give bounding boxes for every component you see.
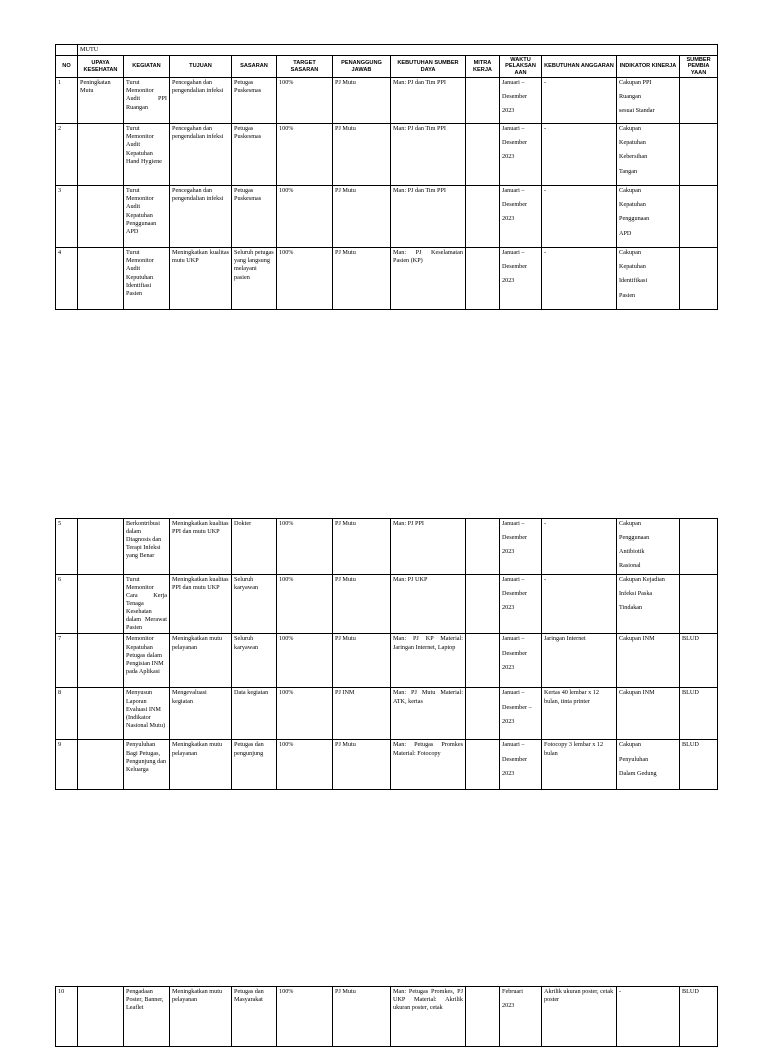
cell-sasaran: Data kegiatan [232,688,277,740]
cell-sumber: Man: PJ Keselamatan Pasien (KP) [391,248,466,310]
cell-tujuan: Pencegahan dan pengendalian infeksi [170,124,232,186]
cell-sumber: Man: PJ UKP [391,575,466,634]
cell-pj: PJ Mutu [333,124,391,186]
cell-no: 5 [56,519,78,575]
cell-mitra [466,634,500,688]
cell-waktu: Januari – Desember 2023 [500,78,542,124]
header-row [56,56,718,78]
cell-pembiayaan: BLUD [680,740,718,790]
cell-pembiayaan [680,124,718,186]
col-pj: PENANGGUNG JAWAB [333,56,391,78]
cell-pembiayaan [680,575,718,634]
cell-anggaran: Jaringan Internet [542,634,617,688]
cell-mitra [466,78,500,124]
cell-tujuan: Meningkatkan kualitas PPI dan mutu UKP [170,575,232,634]
cell-target: 100% [277,987,333,1047]
cell-mitra [466,740,500,790]
cell-indikator: Cakupan Kepatuhan Identifikasi Pasien [617,248,680,310]
cell-kegiatan: Menyusun Laporan Evaluasi INM (Indikator Nasional Mutu) [124,688,170,740]
cell-pembiayaan [680,248,718,310]
cell-anggaran: - [542,78,617,124]
col-mitra: MITRA KERJA [466,56,500,78]
cell-pembiayaan: BLUD [680,987,718,1047]
cell-anggaran: - [542,248,617,310]
cell-no: 10 [56,987,78,1047]
cell-no: 8 [56,688,78,740]
cell-sasaran: Petugas Puskesmas [232,78,277,124]
table-row [56,519,718,575]
cell-sasaran: Petugas Puskesmas [232,124,277,186]
cell-kegiatan: Turut Memonitor Audit Kepatuhan Penggunaan APD [124,186,170,248]
header-top-cell: MUTU [78,45,718,56]
col-kegiatan: KEGIATAN [124,56,170,78]
cell-pembiayaan [680,78,718,124]
work-plan-table-page-1 [55,44,718,310]
cell-no: 4 [56,248,78,310]
cell-sumber: Man: PJ dan Tim PPI [391,78,466,124]
col-pembiayaan: SUMBER PEMBIA YAAN [680,56,718,78]
cell-kegiatan: Turut Memonitor Audit Keputuhan Identifiasi Pasien [124,248,170,310]
cell-target: 100% [277,634,333,688]
cell-sasaran: Seluruh karyawan [232,634,277,688]
cell-tujuan: Meningkatkan mutu pelayanan [170,634,232,688]
cell-upaya [78,124,124,186]
cell-target: 100% [277,248,333,310]
cell-pembiayaan [680,186,718,248]
table-row [56,248,718,310]
table-row [56,987,718,1047]
table-row [56,186,718,248]
cell-upaya [78,688,124,740]
cell-kegiatan: Turut Memonitor Audit PPI Ruangan [124,78,170,124]
cell-tujuan: Pencegahan dan pengendalian infeksi [170,186,232,248]
cell-pj: PJ Mutu [333,519,391,575]
cell-pj: PJ INM [333,688,391,740]
cell-sasaran: Dokter [232,519,277,575]
cell-mitra [466,124,500,186]
cell-pembiayaan: BLUD [680,688,718,740]
col-sasaran: SASARAN [232,56,277,78]
work-plan-table-page-2 [55,518,718,790]
cell-indikator: Cakupan Kepatuhan Kebersihan Tangan [617,124,680,186]
cell-sumber: Man: PJ dan Tim PPI [391,124,466,186]
cell-kegiatan: Penyuluhan Bagi Petugas, Pengunjung dan Keluarga [124,740,170,790]
cell-kegiatan: Berkontribusi dalam Diagnosis dan Terapi Infeksi yang Benar [124,519,170,575]
cell-target: 100% [277,575,333,634]
cell-indikator: Cakupan Kepatuhan Penggunaan APD [617,186,680,248]
cell-no: 1 [56,78,78,124]
cell-sumber: Man: PJ KP Material: Jaringan Internet, Laptop [391,634,466,688]
cell-waktu: Januari – Desember 2023 [500,575,542,634]
col-no: NO [56,56,78,78]
table-row [56,124,718,186]
cell-upaya [78,248,124,310]
cell-upaya [78,186,124,248]
cell-upaya [78,740,124,790]
cell-waktu: Februari 2023 [500,987,542,1047]
cell-sasaran: Seluruh karyawan [232,575,277,634]
table-row [56,740,718,790]
table-row [56,634,718,688]
cell-indikator: Cakupan INM [617,634,680,688]
cell-waktu: Januari – Desember 2023 [500,186,542,248]
col-sumber: KEBUTUHAN SUMBER DAYA [391,56,466,78]
cell-anggaran: - [542,124,617,186]
cell-sumber: Man: Petugas Promkes Material: Fotocopy [391,740,466,790]
cell-no: 7 [56,634,78,688]
cell-indikator: Cakupan Kejadian Infeksi Paska Tindakan [617,575,680,634]
cell-target: 100% [277,688,333,740]
col-tujuan: TUJUAN [170,56,232,78]
cell-sumber: Man: Petugas Promkes, PJ UKP Material: Akrilik ukuran poster, cetak [391,987,466,1047]
cell-pj: PJ Mutu [333,186,391,248]
cell-tujuan: Meningkatkan kualitas mutu UKP [170,248,232,310]
cell-upaya: Peningkatan Mutu [78,78,124,124]
cell-sasaran: Petugas dan Masyarakat [232,987,277,1047]
cell-tujuan: Pencegahan dan pengendalian infeksi [170,78,232,124]
cell-kegiatan: Pengadaan Poster, Banner, Leaflet [124,987,170,1047]
cell-anggaran: - [542,575,617,634]
cell-pembiayaan [680,519,718,575]
cell-mitra [466,575,500,634]
cell-tujuan: Meningkatkan mutu pelayanan [170,987,232,1047]
cell-tujuan: Meningkatkan mutu pelayanan [170,740,232,790]
cell-indikator: Cakupan PPI Ruangan sesuai Standar [617,78,680,124]
cell-pj: PJ Mutu [333,248,391,310]
cell-waktu: Januari – Desember 2023 [500,124,542,186]
cell-pj: PJ Mutu [333,740,391,790]
col-indikator: INDIKATOR KINERJA [617,56,680,78]
cell-anggaran: - [542,519,617,575]
cell-sumber: Man: PJ dan Tim PPI [391,186,466,248]
cell-target: 100% [277,519,333,575]
cell-waktu: Januari – Desember 2023 [500,519,542,575]
cell-tujuan: Meningkatkan kualitas PPI dan mutu UKP [170,519,232,575]
cell-waktu: Januari – Desember 2023 [500,740,542,790]
table-row [56,78,718,124]
cell-target: 100% [277,740,333,790]
cell-no: 3 [56,186,78,248]
cell-indikator: Cakupan Penggunaan Antibiotik Rasional [617,519,680,575]
work-plan-table-page-3 [55,986,718,1047]
cell-waktu: Januari – Desember – 2023 [500,688,542,740]
table-row [56,688,718,740]
cell-upaya [78,634,124,688]
cell-waktu: Januari – Desember 2023 [500,248,542,310]
cell-pj: PJ Mutu [333,987,391,1047]
col-upaya: UPAYA KESEHATAN [78,56,124,78]
cell-upaya [78,519,124,575]
cell-mitra [466,987,500,1047]
cell-kegiatan: Turut Memonitor Audit Kepatuhan Hand Hygiene [124,124,170,186]
table-row [56,575,718,634]
col-target: TARGET SASARAN [277,56,333,78]
cell-pj: PJ Mutu [333,634,391,688]
cell-anggaran: Fotocopy 3 lembar x 12 bulan [542,740,617,790]
cell-waktu: Januari – Desember 2023 [500,634,542,688]
cell-sasaran: Petugas dan pengunjung [232,740,277,790]
cell-anggaran: - [542,186,617,248]
cell-no: 2 [56,124,78,186]
cell-no: 9 [56,740,78,790]
cell-pj: PJ Mutu [333,575,391,634]
cell-kegiatan: Memonitor Kepatuhan Petugas dalam Pengisian INM pada Aplikasi [124,634,170,688]
cell-mitra [466,688,500,740]
cell-sumber: Man: PJ PPI [391,519,466,575]
cell-indikator: Cakupan Penyuluhan Dalam Gedung [617,740,680,790]
cell-target: 100% [277,124,333,186]
col-waktu: WAKTU PELAKSAN AAN [500,56,542,78]
cell-target: 100% [277,186,333,248]
cell-target: 100% [277,78,333,124]
cell-no: 6 [56,575,78,634]
cell-tujuan: Mengevaluasi kegiatan [170,688,232,740]
cell-mitra [466,186,500,248]
cell-mitra [466,248,500,310]
cell-kegiatan: Turut Memonitor Cara Kerja Tenaga Kesehatan dalam Merawat Pasien [124,575,170,634]
cell-sasaran: Seluruh petugas yang langsung melayani pasien [232,248,277,310]
cell-upaya [78,575,124,634]
col-anggaran: KEBUTUHAN ANGGARAN [542,56,617,78]
cell-sasaran: Petugas Puskesmas [232,186,277,248]
cell-upaya [78,987,124,1047]
cell-anggaran: Kertas 40 lembar x 12 bulan, tinta printer [542,688,617,740]
cell-anggaran: Akrilik ukuran poster, cetak poster [542,987,617,1047]
cell-indikator: Cakupan INM [617,688,680,740]
cell-mitra [466,519,500,575]
cell-pj: PJ Mutu [333,78,391,124]
cell-indikator: - [617,987,680,1047]
cell-pembiayaan: BLUD [680,634,718,688]
cell-sumber: Man: PJ Mutu Material: ATK, kertas [391,688,466,740]
header-top-row [56,45,718,56]
